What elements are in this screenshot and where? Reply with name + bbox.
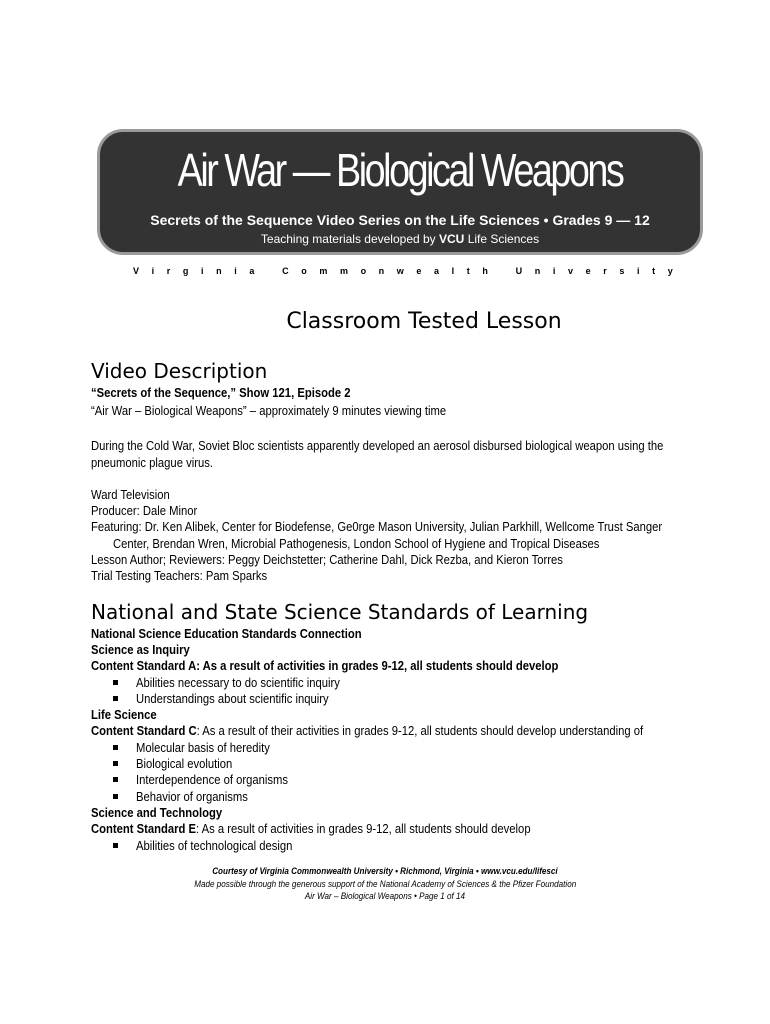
university-letter: C bbox=[282, 266, 289, 276]
university-letter: V bbox=[133, 266, 140, 276]
university-name-spaced bbox=[133, 266, 673, 276]
document-title: Air War — Biological Weapons bbox=[177, 144, 623, 196]
credit-line: Lesson Author; Reviewers: Peggy Deichstetter; Catherine Dahl, Dick Rezba, and Kieron Torres bbox=[91, 553, 563, 567]
show-line: “Secrets of the Sequence,” Show 121, Episode 2 bbox=[91, 386, 351, 400]
university-letter: t bbox=[652, 266, 656, 276]
standard-e: Content Standard E: As a result of activities in grades 9-12, all students should develop bbox=[91, 822, 531, 836]
university-letter: n bbox=[216, 266, 222, 276]
footer-page: Air War – Biological Weapons • Page 1 of 14 bbox=[304, 891, 466, 901]
description-line-1: During the Cold War, Soviet Bloc scientists apparently developed an aerosol disbursed biological weapon using the bbox=[91, 439, 664, 453]
university-letter: i bbox=[636, 266, 640, 276]
university-letter: n bbox=[378, 266, 385, 276]
nses-heading: National Science Education Standards Connection bbox=[91, 627, 362, 641]
standards-heading: National and State Science Standards of Learning bbox=[91, 600, 589, 624]
university-letter: o bbox=[301, 266, 307, 276]
university-letter: h bbox=[482, 266, 488, 276]
bullet-icon bbox=[113, 843, 118, 848]
university-letter: v bbox=[567, 266, 573, 276]
bullet-icon bbox=[113, 696, 118, 701]
list-item: Interdependence of organisms bbox=[113, 773, 305, 787]
series-subtitle: Secrets of the Sequence Video Series on the Life Sciences • Grades 9 — 12 bbox=[150, 212, 650, 228]
credit-line: Center, Brendan Wren, Microbial Pathogenesis, London School of Hygiene and Tropical Diseases bbox=[113, 537, 600, 551]
credit-line: Trial Testing Teachers: Pam Sparks bbox=[91, 569, 268, 583]
footer-support: Made possible through the generous support of the National Academy of Sciences & the Pfizer Foundation bbox=[194, 879, 576, 889]
university-letter: a bbox=[249, 266, 255, 276]
standard-a: Content Standard A: As a result of activities in grades 9-12, all students should develop bbox=[91, 659, 559, 673]
standard-c: Content Standard C: As a result of their activities in grades 9-12, all students should develop understanding of bbox=[91, 724, 644, 738]
developer-credit: Teaching materials developed by VCU Life Sciences bbox=[260, 232, 540, 246]
bullet-icon bbox=[113, 761, 118, 766]
list-item: Biological evolution bbox=[113, 757, 243, 771]
university-letter: g bbox=[182, 266, 189, 276]
description-line-2: pneumonic plague virus. bbox=[91, 456, 213, 470]
university-letter: e bbox=[416, 266, 422, 276]
life-science-heading: Life Science bbox=[91, 708, 157, 722]
university-letter: a bbox=[434, 266, 440, 276]
university-letter: i bbox=[151, 266, 155, 276]
university-letter: U bbox=[515, 266, 523, 276]
university-letter: i bbox=[234, 266, 237, 276]
university-letter: l bbox=[451, 266, 455, 276]
university-letter: t bbox=[466, 266, 470, 276]
video-title-line: “Air War – Biological Weapons” – approximately 9 minutes viewing time bbox=[91, 404, 447, 418]
university-letter: r bbox=[603, 266, 607, 276]
credit-line: Featuring: Dr. Ken Alibek, Center for Biodefense, Ge0rge Mason University, Julian Parkhill, Wellcome Trust Sanger bbox=[91, 520, 663, 534]
university-letter: m bbox=[319, 266, 328, 276]
bullet-icon bbox=[113, 680, 118, 685]
footer-courtesy: Courtesy of Virginia Commonwealth University • Richmond, Virginia • www.vcu.edu/lifesci bbox=[212, 866, 558, 876]
list-item: Abilities of technological design bbox=[113, 839, 310, 853]
bullet-icon bbox=[113, 745, 118, 750]
university-letter: m bbox=[339, 266, 348, 276]
list-item: Abilities necessary to do scientific inquiry bbox=[113, 676, 363, 690]
credit-line: Producer: Dale Minor bbox=[91, 504, 198, 518]
credit-line: Ward Television bbox=[91, 488, 170, 502]
title-banner bbox=[97, 129, 703, 255]
university-letter: w bbox=[396, 266, 404, 276]
video-description-heading: Video Description bbox=[91, 359, 268, 383]
university-letter: s bbox=[619, 266, 625, 276]
university-letter: n bbox=[534, 266, 541, 276]
inquiry-heading: Science as Inquiry bbox=[91, 643, 190, 657]
university-letter: i bbox=[552, 266, 556, 276]
university-letter: r bbox=[166, 266, 171, 276]
university-letter bbox=[267, 266, 270, 276]
university-letter: o bbox=[360, 266, 367, 276]
university-letter bbox=[501, 266, 504, 276]
university-letter: e bbox=[585, 266, 591, 276]
bullet-icon bbox=[113, 794, 118, 799]
university-letter: y bbox=[667, 266, 673, 276]
list-item: Behavior of organisms bbox=[113, 790, 260, 804]
university-letter: i bbox=[200, 266, 204, 276]
lesson-heading: Classroom Tested Lesson bbox=[286, 309, 562, 334]
bullet-icon bbox=[113, 777, 118, 782]
list-item: Understandings about scientific inquiry bbox=[113, 692, 350, 706]
list-item: Molecular basis of heredity bbox=[113, 741, 285, 755]
science-technology-heading: Science and Technology bbox=[91, 806, 223, 820]
